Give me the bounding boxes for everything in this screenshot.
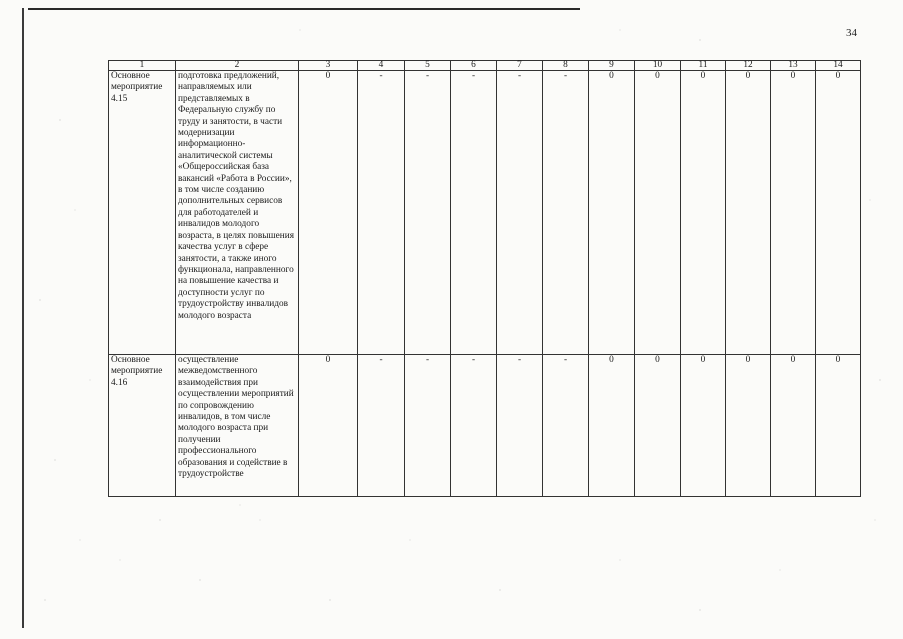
scan-edge-left xyxy=(22,8,24,628)
value-cell: 0 xyxy=(681,71,726,355)
value-cell: 0 xyxy=(726,71,771,355)
value-cell: - xyxy=(451,355,497,497)
value-cell: 0 xyxy=(635,355,681,497)
header-cell: 13 xyxy=(771,61,816,71)
value-cell: 0 xyxy=(726,355,771,497)
value-cell: 0 xyxy=(589,355,635,497)
page-number: 34 xyxy=(846,27,857,39)
header-cell: 5 xyxy=(405,61,451,71)
table-row xyxy=(109,71,861,355)
header-cell: 12 xyxy=(726,61,771,71)
header-cell: 7 xyxy=(497,61,543,71)
value-cell: 0 xyxy=(635,71,681,355)
value-cell: - xyxy=(451,71,497,355)
header-cell: 10 xyxy=(635,61,681,71)
header-row xyxy=(109,61,861,71)
value-cell: 0 xyxy=(681,355,726,497)
header-cell: 4 xyxy=(358,61,405,71)
header-cell: 11 xyxy=(681,61,726,71)
header-cell: 1 xyxy=(109,61,176,71)
header-cell: 9 xyxy=(589,61,635,71)
value-cell: 0 xyxy=(589,71,635,355)
value-cell: - xyxy=(358,71,405,355)
header-cell: 14 xyxy=(816,61,861,71)
program-table xyxy=(108,60,861,497)
value-cell: - xyxy=(543,71,589,355)
measure-label: Основное мероприятие 4.15 xyxy=(109,71,176,355)
value-cell: 0 xyxy=(816,71,861,355)
measure-label: Основное мероприятие 4.16 xyxy=(109,355,176,497)
measure-description: осуществление межведомственного взаимодействия при осуществлении мероприятий по сопровождению инвалидов, в том числе молодого возраста при получении профессионального образования и содействие в трудоустройстве xyxy=(176,355,299,497)
header-cell: 3 xyxy=(299,61,358,71)
value-cell: - xyxy=(543,355,589,497)
value-cell: 0 xyxy=(816,355,861,497)
value-cell: - xyxy=(405,71,451,355)
value-cell: - xyxy=(497,355,543,497)
scan-edge-top xyxy=(28,8,580,10)
value-cell: 0 xyxy=(771,71,816,355)
value-cell: - xyxy=(497,71,543,355)
table-row xyxy=(109,355,861,497)
value-cell: 0 xyxy=(771,355,816,497)
value-cell: - xyxy=(358,355,405,497)
measure-description: подготовка предложений, направляемых или представляемых в Федеральную службу по труду и занятости, в части модернизации информационно-аналитической системы «Общероссийская база вакансий «Работа в России», в том числе созданию дополнительных сервисов для работодателей и инвалидов молодого возраста, в целях повышения качества услуг в сфере занятости, а также иного функционала, направленного на повышение качества и доступности услуг по трудоустройству инвалидов молодого возраста xyxy=(176,71,299,355)
value-cell: 0 xyxy=(299,71,358,355)
value-cell: 0 xyxy=(299,355,358,497)
header-cell: 6 xyxy=(451,61,497,71)
value-cell: - xyxy=(405,355,451,497)
header-cell: 8 xyxy=(543,61,589,71)
header-cell: 2 xyxy=(176,61,299,71)
